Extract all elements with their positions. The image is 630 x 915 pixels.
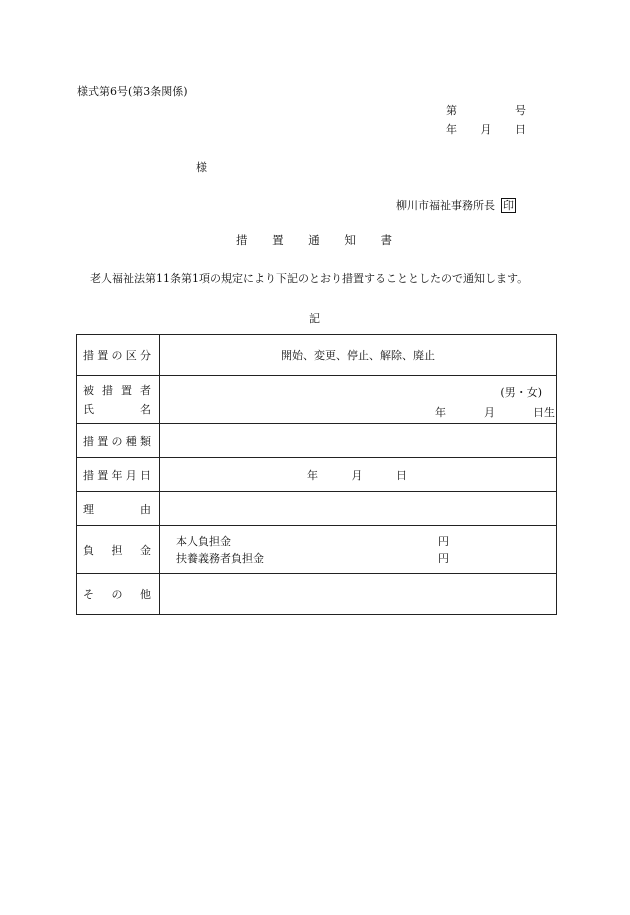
- record-mark: 記: [309, 312, 320, 325]
- label-char: 置: [121, 384, 132, 397]
- label-char: 措: [102, 384, 113, 397]
- title-char: 書: [380, 233, 392, 247]
- label-char: 月: [125, 468, 137, 482]
- table-row: [77, 526, 557, 574]
- label-char: 措: [83, 434, 94, 448]
- row-label: [77, 526, 160, 574]
- sex-field: (男・女): [500, 386, 542, 399]
- label-char: 日: [140, 468, 151, 482]
- measure-year: 年: [307, 468, 318, 482]
- other-value: [160, 574, 557, 615]
- label-char: 氏: [83, 403, 94, 416]
- birth-date: [435, 404, 555, 420]
- label-char: の: [111, 434, 123, 448]
- measure-month: 月: [351, 468, 363, 482]
- addressee: 様: [196, 161, 207, 174]
- burden-unit: 円: [438, 534, 449, 548]
- label-char: 負: [83, 543, 94, 557]
- date-year: 年: [446, 123, 457, 136]
- label-char: 年: [111, 468, 123, 482]
- label-char: 金: [140, 543, 151, 557]
- label-char: 分: [140, 349, 151, 362]
- burden-item: [160, 550, 556, 567]
- table-row: [77, 376, 557, 424]
- issuer-name: 柳川市福祉事務所長: [396, 199, 495, 212]
- row-label: [77, 492, 160, 526]
- doc-number-suffix: 号: [515, 104, 526, 117]
- label-char: 名: [140, 403, 151, 416]
- label-char: 置: [97, 468, 109, 482]
- label-char: 他: [140, 588, 151, 601]
- label-char: 区: [125, 349, 137, 362]
- form-number: 様式第6号(第3条関係): [77, 85, 188, 98]
- label-char: の: [111, 349, 123, 362]
- label-char: 措: [83, 349, 94, 362]
- table-row: [77, 574, 557, 615]
- label-char: 理: [83, 502, 94, 516]
- document-number: [446, 105, 526, 116]
- title-char: 通: [308, 233, 320, 247]
- burden-name: 本人負担金: [176, 534, 231, 548]
- body-text: 老人福祉法第11条第1項の規定により下記のとおり措置することとしたので通知します。: [90, 272, 529, 285]
- row-label: [77, 376, 160, 424]
- reason-value: [160, 492, 557, 526]
- title-char: 措: [236, 233, 248, 247]
- row-label: [77, 458, 160, 492]
- date-month: 月: [480, 123, 492, 136]
- burden-item: [160, 533, 556, 550]
- title-char: 知: [344, 233, 356, 247]
- label-char: そ: [83, 588, 94, 601]
- label-char: 置: [97, 349, 109, 362]
- label-char: 被: [83, 384, 94, 397]
- label-char: 由: [140, 502, 151, 516]
- recipient-cell: [160, 376, 557, 424]
- burden-unit: 円: [438, 551, 449, 565]
- measure-type-value: [160, 424, 557, 458]
- label-char: 種: [125, 434, 137, 448]
- row-label: [77, 574, 160, 615]
- table-row: [77, 458, 557, 492]
- birth-year: 年: [435, 406, 446, 419]
- table-row: [77, 492, 557, 526]
- measure-table: [76, 334, 557, 615]
- label-char: 措: [83, 468, 94, 482]
- label-char: の: [111, 588, 123, 601]
- birth-day: 日生: [533, 406, 555, 419]
- burden-cell: [160, 526, 557, 574]
- seal-mark: 印: [503, 199, 514, 212]
- label-char: 担: [111, 543, 123, 557]
- measure-date-value: [160, 458, 557, 492]
- measure-day: 日: [396, 468, 407, 482]
- burden-name: 扶養義務者負担金: [176, 551, 264, 565]
- title-char: 置: [272, 233, 284, 247]
- row-label: [77, 424, 160, 458]
- label-char: 類: [140, 434, 151, 448]
- row-label: [77, 335, 160, 376]
- label-char: 置: [97, 434, 109, 448]
- issuer-block: [396, 198, 516, 213]
- table-row: [77, 335, 557, 376]
- measure-category-value: 開始、変更、停止、解除、廃止: [160, 335, 557, 376]
- document-title: [236, 235, 392, 247]
- table-row: [77, 424, 557, 458]
- date-day: 日: [515, 123, 526, 136]
- birth-month: 月: [484, 406, 495, 419]
- label-char: 者: [140, 384, 151, 397]
- issue-date: [446, 124, 526, 135]
- doc-number-prefix: 第: [446, 104, 457, 117]
